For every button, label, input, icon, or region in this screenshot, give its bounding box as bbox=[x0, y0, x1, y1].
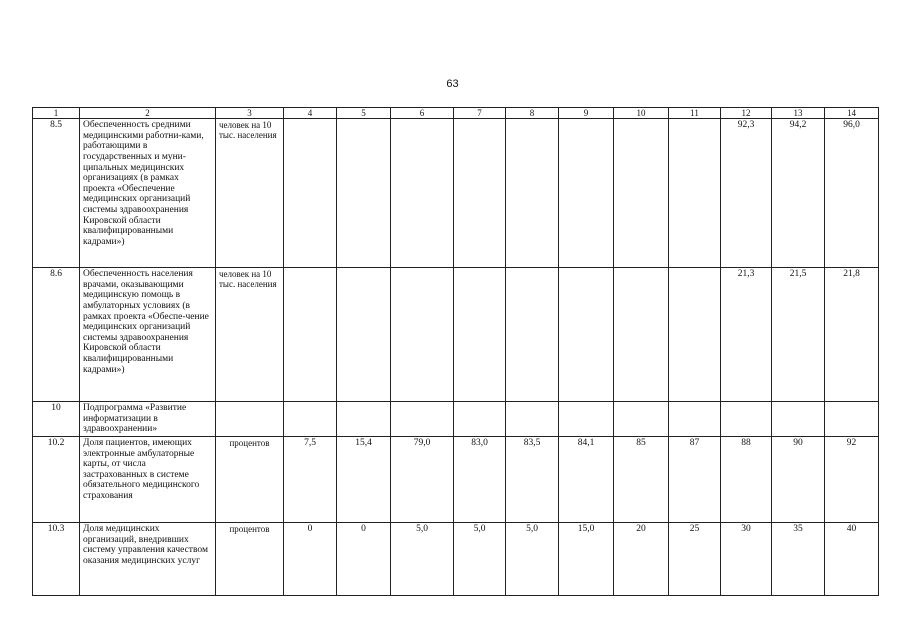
value-cell: 83,0 bbox=[454, 436, 506, 522]
value-cell bbox=[614, 268, 669, 402]
value-cell: 5,0 bbox=[454, 522, 506, 595]
value-cell bbox=[454, 119, 506, 268]
value-cell: 79,0 bbox=[391, 436, 454, 522]
row-number: 10.2 bbox=[33, 436, 80, 522]
value-cell: 40 bbox=[825, 522, 879, 595]
row-number: 8.5 bbox=[33, 119, 80, 268]
indicators-table bbox=[32, 107, 879, 596]
value-cell: 15,0 bbox=[559, 522, 614, 595]
value-cell bbox=[284, 268, 337, 402]
column-header-8: 8 bbox=[506, 108, 559, 119]
indicator-name: Обеспеченность средними медицинскими работни-ками, работающими в государственных и муни-ципальных медицинских организациях (в рамках проекта «Обеспечение медицинских организаций системы здравоохранения Кировской области квалифицированными кадрами») bbox=[80, 119, 216, 268]
value-cell bbox=[825, 402, 879, 437]
value-cell: 0 bbox=[284, 522, 337, 595]
value-cell: 0 bbox=[337, 522, 391, 595]
value-cell: 7,5 bbox=[284, 436, 337, 522]
value-cell: 85 bbox=[614, 436, 669, 522]
value-cell: 92 bbox=[825, 436, 879, 522]
column-header-3: 3 bbox=[216, 108, 284, 119]
value-cell bbox=[506, 402, 559, 437]
value-cell: 5,0 bbox=[506, 522, 559, 595]
value-cell bbox=[391, 119, 454, 268]
value-cell: 21,5 bbox=[772, 268, 825, 402]
indicator-name: Доля медицинских организаций, внедривших систему управления качеством оказания медицинских услуг bbox=[80, 522, 216, 595]
value-cell bbox=[669, 402, 721, 437]
table-row bbox=[33, 268, 879, 402]
column-header-11: 11 bbox=[669, 108, 721, 119]
value-cell bbox=[559, 119, 614, 268]
value-cell bbox=[337, 402, 391, 437]
column-header-2: 2 bbox=[80, 108, 216, 119]
value-cell bbox=[284, 402, 337, 437]
table-row bbox=[33, 402, 879, 437]
value-cell: 83,5 bbox=[506, 436, 559, 522]
table-row bbox=[33, 522, 879, 595]
value-cell bbox=[772, 402, 825, 437]
column-header-12: 12 bbox=[721, 108, 772, 119]
header-row bbox=[33, 108, 879, 119]
unit-cell: человек на 10 тыс. населения bbox=[216, 268, 284, 402]
row-number: 10.3 bbox=[33, 522, 80, 595]
value-cell: 96,0 bbox=[825, 119, 879, 268]
unit-cell bbox=[216, 402, 284, 437]
column-header-7: 7 bbox=[454, 108, 506, 119]
value-cell bbox=[669, 119, 721, 268]
value-cell bbox=[614, 119, 669, 268]
value-cell: 30 bbox=[721, 522, 772, 595]
value-cell: 94,2 bbox=[772, 119, 825, 268]
value-cell bbox=[284, 119, 337, 268]
value-cell bbox=[559, 268, 614, 402]
value-cell bbox=[669, 268, 721, 402]
column-header-5: 5 bbox=[337, 108, 391, 119]
value-cell bbox=[454, 268, 506, 402]
value-cell: 35 bbox=[772, 522, 825, 595]
table-row bbox=[33, 119, 879, 268]
indicator-name: Обеспеченность населения врачами, оказывающими медицинскую помощь в амбулаторных условиях (в рамках проекта «Обеспе-чение медицинских организаций системы здравоохранения Кировской области квалифицированными кадрами») bbox=[80, 268, 216, 402]
value-cell: 88 bbox=[721, 436, 772, 522]
column-header-4: 4 bbox=[284, 108, 337, 119]
unit-cell: процентов bbox=[216, 522, 284, 595]
value-cell: 21,3 bbox=[721, 268, 772, 402]
row-number: 8.6 bbox=[33, 268, 80, 402]
column-header-14: 14 bbox=[825, 108, 879, 119]
value-cell: 92,3 bbox=[721, 119, 772, 268]
value-cell bbox=[506, 268, 559, 402]
column-header-10: 10 bbox=[614, 108, 669, 119]
value-cell bbox=[559, 402, 614, 437]
page-number: 63 bbox=[446, 78, 459, 90]
value-cell bbox=[721, 402, 772, 437]
column-header-9: 9 bbox=[559, 108, 614, 119]
column-header-13: 13 bbox=[772, 108, 825, 119]
value-cell bbox=[506, 119, 559, 268]
indicator-name: Доля пациентов, имеющих электронные амбулаторные карты, от числа застрахованных в системе обязательного медицинского страхования bbox=[80, 436, 216, 522]
value-cell: 87 bbox=[669, 436, 721, 522]
value-cell: 21,8 bbox=[825, 268, 879, 402]
value-cell bbox=[337, 268, 391, 402]
row-number: 10 bbox=[33, 402, 80, 437]
value-cell bbox=[391, 268, 454, 402]
value-cell: 20 bbox=[614, 522, 669, 595]
indicator-name: Подпрограмма «Развитие информатизации в здравоохранении» bbox=[80, 402, 216, 437]
table-row bbox=[33, 436, 879, 522]
value-cell: 5,0 bbox=[391, 522, 454, 595]
unit-cell: процентов bbox=[216, 436, 284, 522]
value-cell: 90 bbox=[772, 436, 825, 522]
value-cell bbox=[337, 119, 391, 268]
column-header-1: 1 bbox=[33, 108, 80, 119]
column-header-6: 6 bbox=[391, 108, 454, 119]
value-cell: 15,4 bbox=[337, 436, 391, 522]
value-cell bbox=[614, 402, 669, 437]
value-cell: 25 bbox=[669, 522, 721, 595]
value-cell bbox=[391, 402, 454, 437]
value-cell: 84,1 bbox=[559, 436, 614, 522]
value-cell bbox=[454, 402, 506, 437]
table-body bbox=[33, 108, 879, 596]
unit-cell: человек на 10 тыс. населения bbox=[216, 119, 284, 268]
